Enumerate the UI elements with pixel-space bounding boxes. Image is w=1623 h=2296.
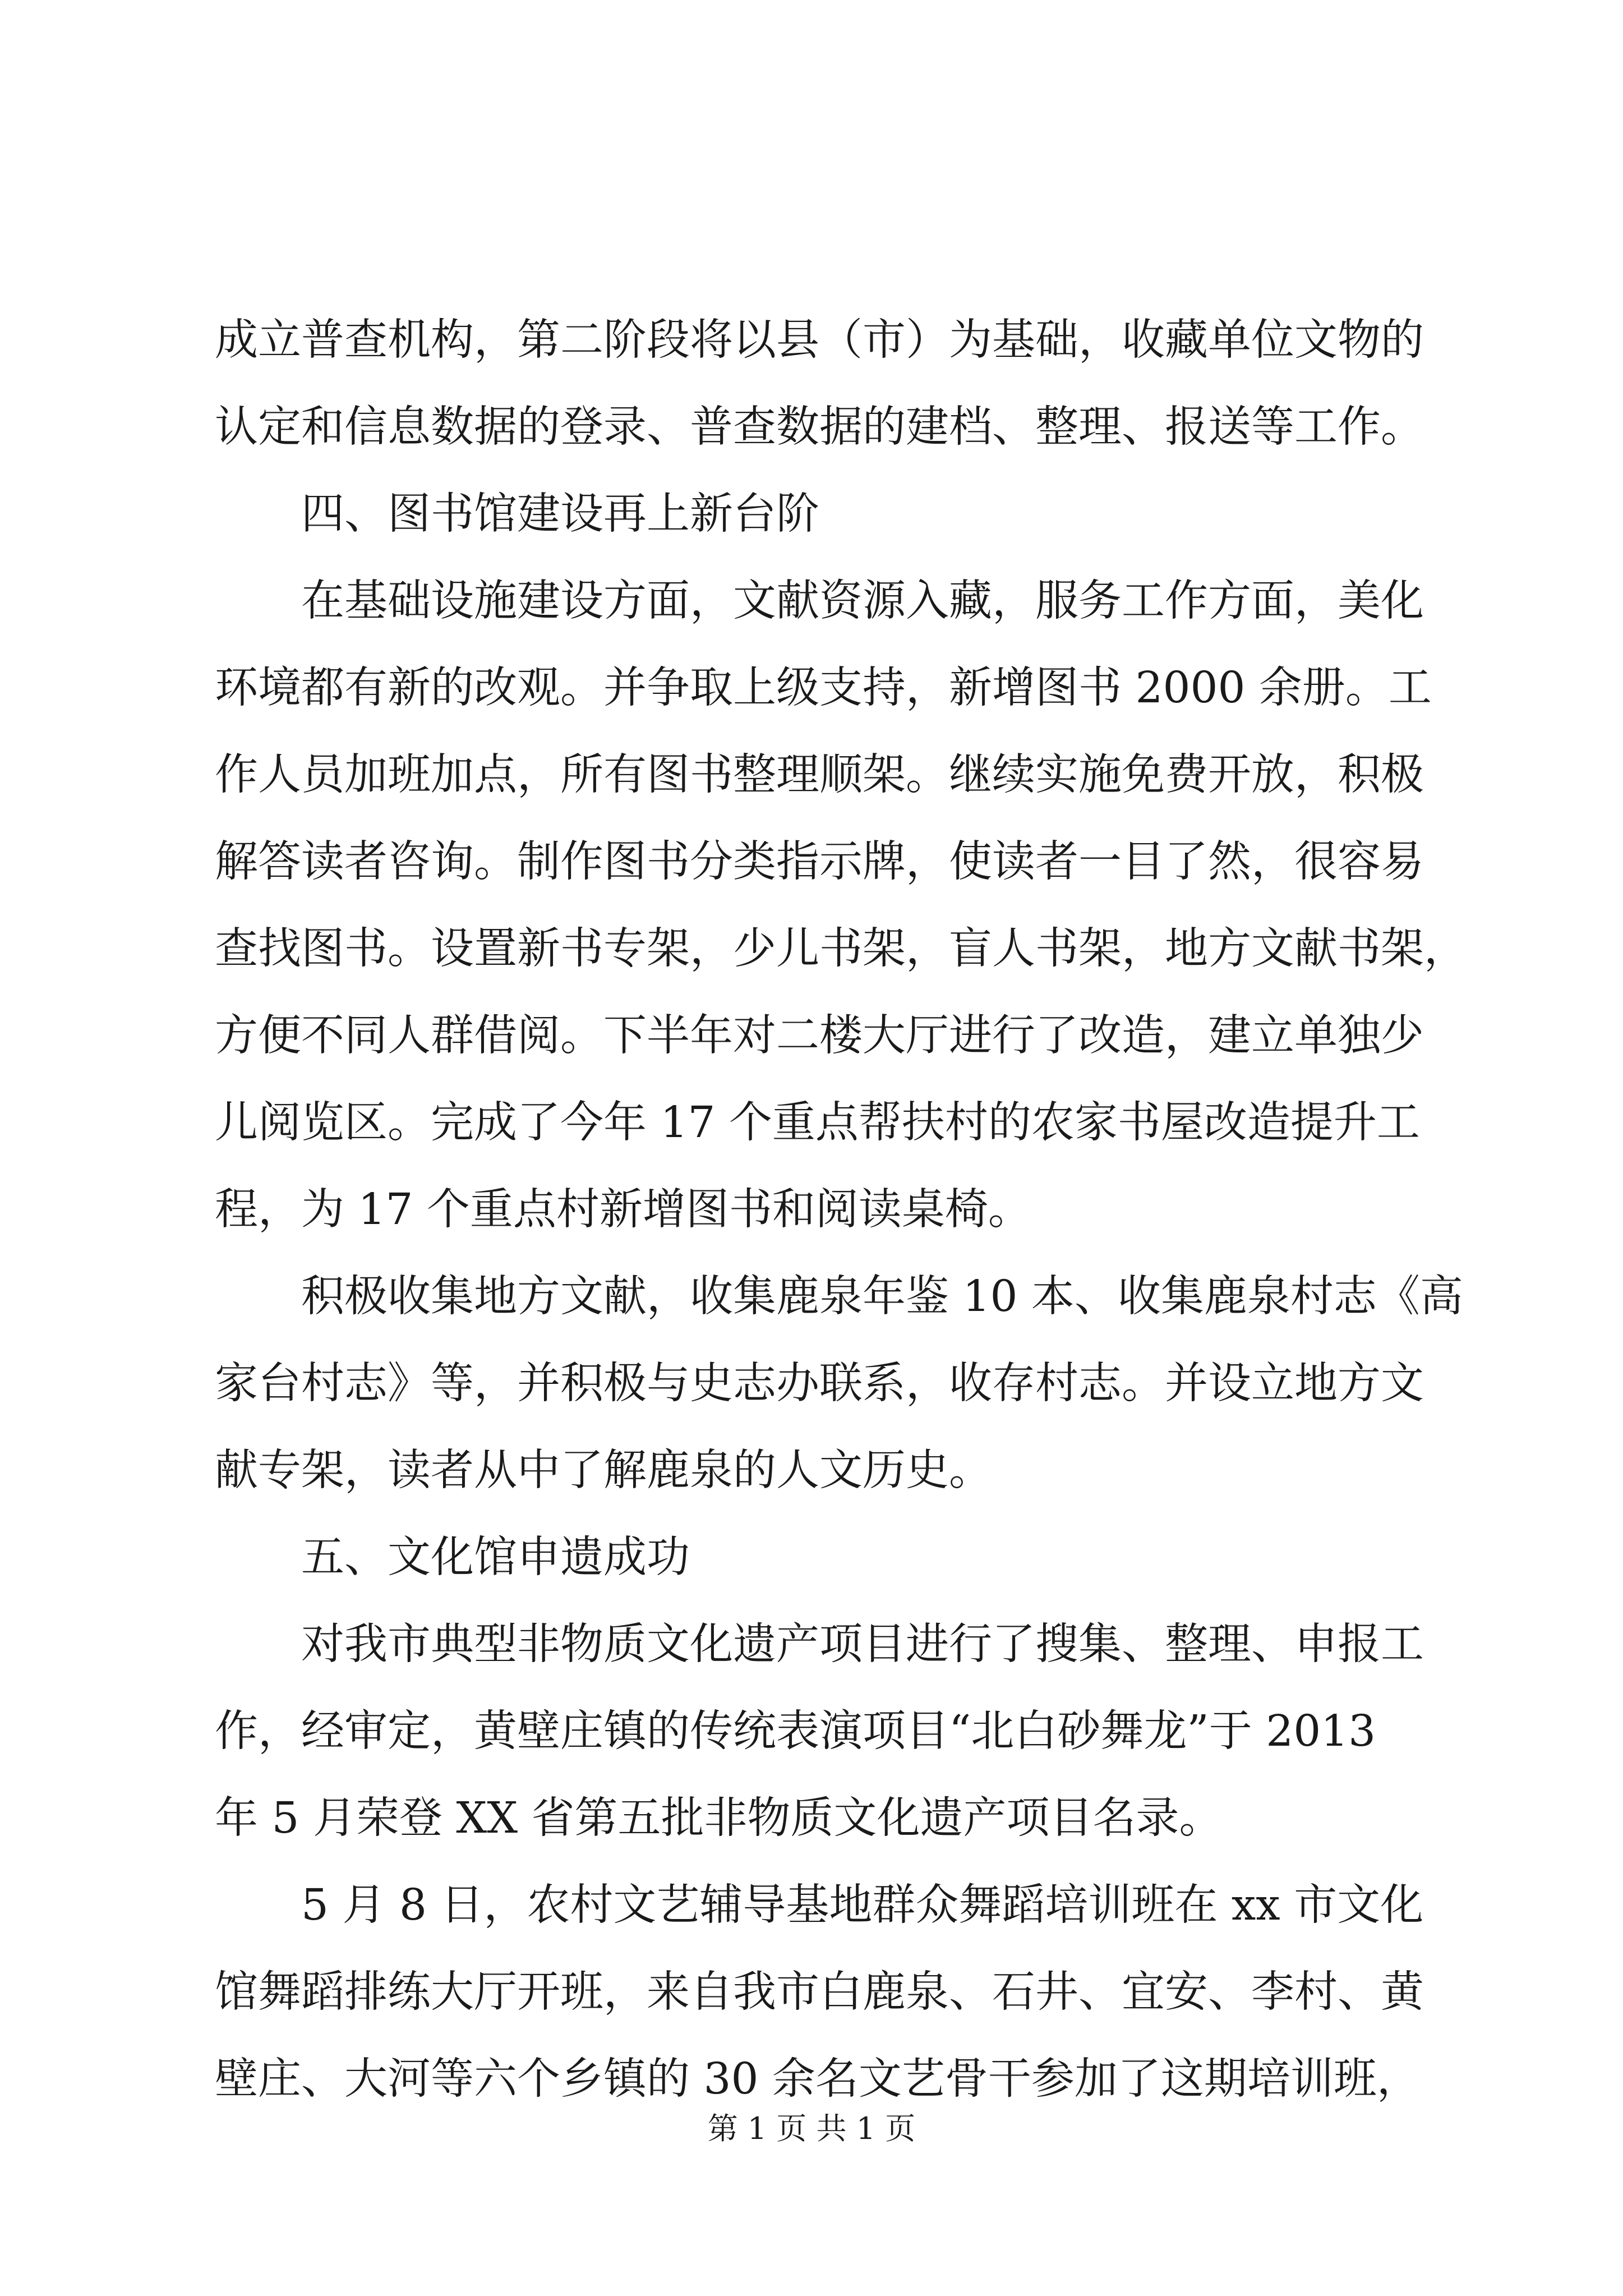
text-line: 馆舞蹈排练大厅开班，来自我市白鹿泉、石井、宜安、李村、黄 — [215, 1967, 1424, 2017]
page-number-label: 第 1 页 共 1 页 — [707, 2111, 916, 2146]
text-line: 对我市典型非物质文化遗产项目进行了搜集、整理、申报工 — [301, 1619, 1424, 1669]
page-footer — [0, 2106, 1623, 2151]
text-line: 献专架，读者从中了解鹿泉的人文历史。 — [215, 1446, 992, 1496]
text-line: 程，为 17 个重点村新增图书和阅读桌椅。 — [215, 1185, 1031, 1235]
text-line: 家台村志》等，并积极与史志办联系，收存村志。并设立地方文 — [215, 1359, 1424, 1409]
document-body — [215, 297, 1467, 2123]
text-line: 儿阅览区。完成了今年 17 个重点帮扶村的农家书屋改造提升工 — [215, 1098, 1420, 1148]
text-line: 年 5 月荣登 XX 省第五批非物质文化遗产项目名录。 — [215, 1793, 1223, 1843]
section-heading: 五、文化馆申遗成功 — [301, 1533, 690, 1582]
text-line: 5 月 8 日，农村文艺辅导基地群众舞蹈培训班在 xx 市文化 — [301, 1880, 1424, 1930]
text-line: 认定和信息数据的登录、普查数据的建档、整理、报送等工作。 — [215, 402, 1424, 452]
text-line: 壁庄、大河等六个乡镇的 30 余名文艺骨干参加了这期培训班， — [215, 2054, 1420, 2104]
section-heading: 四、图书馆建设再上新台阶 — [301, 489, 819, 539]
text-line: 在基础设施建设方面，文献资源入藏，服务工作方面，美化 — [301, 576, 1424, 626]
text-line: 解答读者咨询。制作图书分类指示牌，使读者一目了然，很容易 — [215, 837, 1424, 887]
text-line: 作人员加班加点，所有图书整理顺架。继续实施免费开放，积极 — [215, 750, 1424, 800]
text-line: 环境都有新的改观。并争取上级支持，新增图书 2000 余册。工 — [215, 663, 1432, 713]
text-line: 方便不同人群借阅。下半年对二楼大厅进行了改造，建立单独少 — [215, 1011, 1424, 1061]
text-line: 查找图书。设置新书专架，少儿书架，盲人书架，地方文献书架， — [215, 924, 1467, 974]
text-line: 积极收集地方文献，收集鹿泉年鉴 10 本、收集鹿泉村志《高 — [301, 1272, 1463, 1322]
text-line: 作，经审定，黄壁庄镇的传统表演项目“北白砂舞龙”于 2013 — [215, 1706, 1376, 1756]
text-line: 成立普查机构，第二阶段将以县（市）为基础，收藏单位文物的 — [215, 315, 1424, 365]
